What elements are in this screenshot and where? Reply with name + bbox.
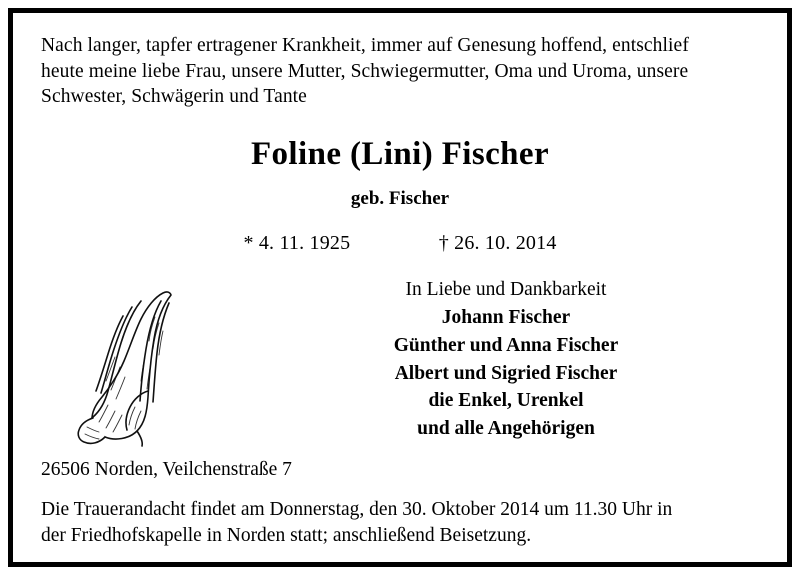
- praying-hands-icon: [75, 287, 225, 447]
- birth-date: * 4. 11. 1925: [243, 232, 351, 255]
- mourner-5: und alle Angehörigen: [417, 417, 595, 439]
- intro-line-2: heute meine liebe Frau, unsere Mutter, Schwiegermutter, Oma und Uroma, unsere: [41, 60, 689, 82]
- service-details: [41, 497, 759, 548]
- mourner-2: Günther und Anna Fischer: [393, 334, 619, 356]
- intro-paragraph: [41, 33, 759, 110]
- service-line-1: Die Trauerandacht findet am Donnerstag, den 30. Oktober 2014 um 11.30 Uhr in: [41, 499, 673, 521]
- address-line: 26506 Norden, Veilchenstraße 7: [41, 459, 292, 481]
- mourning-border-inner: [13, 13, 787, 562]
- maiden-name: geb. Fischer: [350, 188, 450, 210]
- obituary-content: [15, 15, 785, 560]
- mourner-3: Albert und Sigried Fischer: [394, 362, 618, 384]
- life-dates: [41, 232, 759, 255]
- mourning-border-outer: [8, 8, 792, 567]
- intro-line-1: Nach langer, tapfer ertragener Krankheit, immer auf Genesung hoffend, entschlief: [41, 35, 689, 56]
- service-line-2: der Friedhofskapelle in Norden statt; anschließend Beisetzung.: [41, 524, 532, 546]
- mourners-lead: In Liebe und Dankbarkeit: [405, 279, 607, 301]
- mourner-1: Johann Fischer: [441, 307, 571, 329]
- death-date: † 26. 10. 2014: [438, 232, 557, 255]
- name-block: [41, 136, 759, 210]
- intro-line-3: Schwester, Schwägerin und Tante: [41, 86, 307, 108]
- deceased-name: Foline (Lini) Fischer: [250, 136, 550, 173]
- mourners-block: [341, 279, 671, 442]
- mid-section: [41, 279, 759, 457]
- mourner-4: die Enkel, Urenkel: [428, 390, 584, 412]
